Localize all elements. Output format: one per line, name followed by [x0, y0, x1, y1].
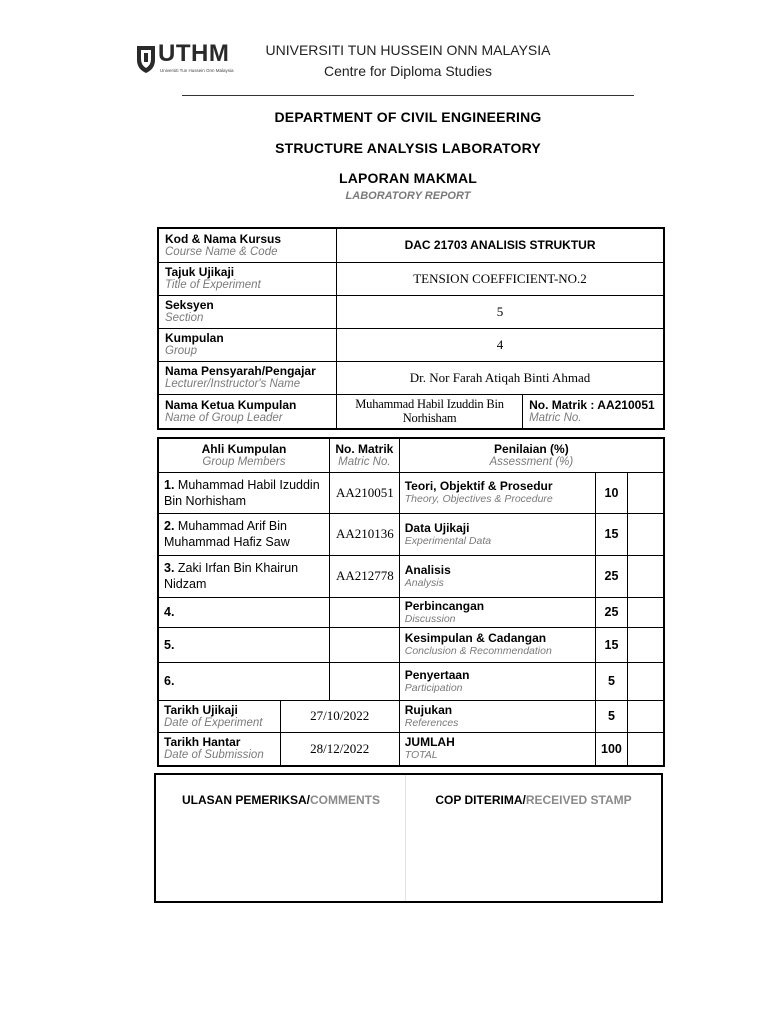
criterion-label: Kesimpulan & Cadangan	[404, 631, 547, 645]
criterion-cell	[399, 700, 595, 732]
course-row	[158, 228, 664, 262]
comments-heading	[156, 793, 406, 807]
criterion-mark-cell	[628, 472, 664, 513]
criterion-label-en: Discussion	[404, 612, 456, 625]
assessment-header-cell	[399, 438, 664, 472]
criterion-mark-cell	[628, 555, 664, 597]
date-submission-label-en: Date of Submission	[164, 749, 264, 762]
leader-label-cell	[158, 394, 337, 429]
title-label-en: Title of Experiment	[165, 279, 261, 291]
member-matric	[329, 662, 399, 700]
group-label: Kumpulan	[165, 331, 224, 345]
date-submission-label: Tarikh Hantar	[164, 735, 241, 750]
section-value: 5	[337, 295, 664, 328]
total-cell	[399, 732, 595, 766]
criterion-label: Data Ujikaji	[404, 520, 470, 535]
section-label-cell	[158, 295, 337, 328]
section-row	[158, 295, 664, 328]
criterion-cell	[399, 513, 595, 555]
member-name: Zaki Irfan Bin Khairun Nidzam	[164, 561, 299, 591]
criterion-weight: 15	[595, 627, 628, 662]
leader-label-en: Name of Group Leader	[165, 411, 283, 424]
member-row	[158, 555, 664, 597]
criterion-weight: 25	[595, 597, 628, 627]
member-row	[158, 662, 664, 700]
members-header: Ahli Kumpulan	[201, 441, 287, 456]
stamp-heading-ms: COP DITERIMA/	[435, 793, 526, 807]
course-value: DAC 21703 ANALISIS STRUKTUR	[337, 228, 664, 262]
member-name-cell	[158, 627, 329, 662]
member-matric	[329, 627, 399, 662]
date-experiment-label-cell	[158, 700, 280, 732]
criterion-label: Perbincangan	[404, 598, 485, 613]
criterion-label: Analisis	[404, 562, 451, 577]
total-mark-cell	[628, 732, 664, 766]
header-divider	[182, 95, 634, 96]
lecturer-row	[158, 361, 664, 394]
group-label-cell	[158, 328, 337, 361]
title-row	[158, 262, 664, 295]
total-label-en: TOTAL	[404, 749, 438, 762]
stamp-heading	[406, 793, 661, 807]
date-experiment-row	[158, 700, 664, 732]
section-label: Seksyen	[165, 298, 214, 312]
date-experiment-label-en: Date of Experiment	[164, 716, 263, 729]
leader-matric-cell	[523, 394, 664, 429]
member-number: 3.	[164, 561, 175, 575]
leader-matric-label: No. Matrik : AA210051	[529, 397, 655, 412]
criterion-weight: 10	[595, 472, 628, 513]
course-label: Kod & Nama Kursus	[165, 231, 282, 246]
title-label: Tajuk Ujikaji	[165, 265, 235, 279]
criterion-cell	[399, 472, 595, 513]
criterion-label: Teori, Objektif & Prosedur	[404, 479, 553, 493]
comments-stamp-box	[154, 773, 663, 903]
member-matric: AA210136	[329, 513, 399, 555]
lecturer-label: Nama Pensyarah/Pengajar	[165, 364, 316, 378]
criterion-label: Penyertaan	[404, 667, 470, 682]
assessment-header-en: Assessment (%)	[489, 455, 574, 468]
criterion-label-en: References	[404, 716, 459, 729]
criterion-label-en: Analysis	[404, 576, 444, 589]
report-title: LAPORAN MAKMAL	[338, 170, 478, 186]
title-value: TENSION COEFFICIENT-NO.2	[337, 262, 664, 295]
member-number: 6.	[164, 674, 175, 688]
uthm-shield-icon	[136, 44, 156, 74]
total-weight: 100	[595, 732, 628, 766]
course-label-cell	[158, 228, 337, 262]
leader-label: Nama Ketua Kumpulan	[165, 397, 297, 412]
group-row	[158, 328, 664, 361]
group-members-table	[157, 437, 665, 767]
logo-tagline: Universiti Tun Hussein Onn Malaysia	[160, 68, 234, 73]
criterion-cell	[399, 597, 595, 627]
leader-row	[158, 394, 664, 429]
section-label-en: Section	[165, 312, 204, 324]
criterion-label-en: Conclusion & Recommendation	[404, 645, 552, 657]
date-submission-row	[158, 732, 664, 766]
criterion-mark-cell	[628, 662, 664, 700]
criterion-mark-cell	[628, 627, 664, 662]
member-row	[158, 597, 664, 627]
assessment-header: Penilaian (%)	[494, 441, 569, 456]
member-name-cell	[158, 662, 329, 700]
logo-wordmark: UTHM	[158, 40, 230, 67]
member-number: 5.	[164, 637, 175, 652]
course-info-table	[157, 227, 665, 430]
date-submission-label-cell	[158, 732, 280, 766]
matric-header: No. Matrik	[335, 441, 394, 456]
comments-heading-ms: ULASAN PEMERIKSA/	[181, 793, 310, 807]
date-experiment-value: 27/10/2022	[280, 700, 399, 732]
member-name-cell	[158, 513, 329, 555]
member-name-cell	[158, 472, 329, 513]
total-label: JUMLAH	[404, 735, 455, 750]
criterion-cell	[399, 555, 595, 597]
lecturer-label-cell	[158, 361, 337, 394]
title-label-cell	[158, 262, 337, 295]
criterion-mark-cell	[628, 597, 664, 627]
member-name-cell	[158, 597, 329, 627]
date-submission-value: 28/12/2022	[280, 732, 399, 766]
member-matric: AA212778	[329, 555, 399, 597]
member-number: 2.	[164, 519, 175, 533]
member-row	[158, 472, 664, 513]
criterion-label-en: Experimental Data	[404, 534, 492, 547]
criterion-weight: 5	[595, 700, 628, 732]
laboratory-title: STRUCTURE ANALYSIS LABORATORY	[275, 140, 541, 156]
member-row	[158, 627, 664, 662]
criterion-weight: 15	[595, 513, 628, 555]
matric-header-en: Matric No.	[338, 455, 391, 468]
university-name: UNIVERSITI TUN HUSSEIN ONN MALAYSIA	[265, 42, 551, 58]
course-label-en: Course Name & Code	[165, 245, 278, 258]
leader-matric-label-en: Matric No.	[529, 411, 582, 424]
criterion-cell	[399, 662, 595, 700]
department-title: DEPARTMENT OF CIVIL ENGINEERING	[274, 109, 542, 125]
member-name: Muhammad Habil Izuddin Bin Norhisham	[164, 477, 320, 508]
criterion-label: Rujukan	[404, 702, 453, 717]
criterion-mark-cell	[628, 700, 664, 732]
comments-heading-en: COMMENTS	[310, 793, 380, 807]
uthm-logo	[136, 42, 246, 78]
lecturer-value: Dr. Nor Farah Atiqah Binti Ahmad	[337, 361, 664, 394]
centre-name: Centre for Diploma Studies	[323, 63, 493, 79]
member-row	[158, 513, 664, 555]
member-number: 1.	[164, 477, 175, 492]
member-number: 4.	[164, 605, 175, 619]
member-name: Muhammad Arif Bin Muhammad Hafiz Saw	[164, 519, 290, 549]
criterion-weight: 25	[595, 555, 628, 597]
criterion-cell	[399, 627, 595, 662]
criterion-label-en: Theory, Objectives & Procedure	[404, 493, 553, 505]
members-header-cell	[158, 438, 329, 472]
group-label-en: Group	[165, 345, 197, 357]
lecturer-label-en: Lecturer/Instructor's Name	[165, 378, 301, 390]
criterion-label-en: Participation	[404, 681, 463, 694]
group-value: 4	[337, 328, 664, 361]
leader-value: Muhammad Habil Izuddin Bin Norhisham	[337, 394, 523, 429]
member-matric: AA210051	[329, 472, 399, 513]
criterion-weight: 5	[595, 662, 628, 700]
matric-header-cell	[329, 438, 399, 472]
report-subtitle: LABORATORY REPORT	[345, 190, 471, 202]
members-header-en: Group Members	[202, 455, 286, 468]
stamp-heading-en: RECEIVED STAMP	[525, 793, 632, 807]
members-header-row	[158, 438, 664, 472]
date-experiment-label: Tarikh Ujikaji	[164, 702, 238, 717]
criterion-mark-cell	[628, 513, 664, 555]
member-matric	[329, 597, 399, 627]
member-name-cell	[158, 555, 329, 597]
